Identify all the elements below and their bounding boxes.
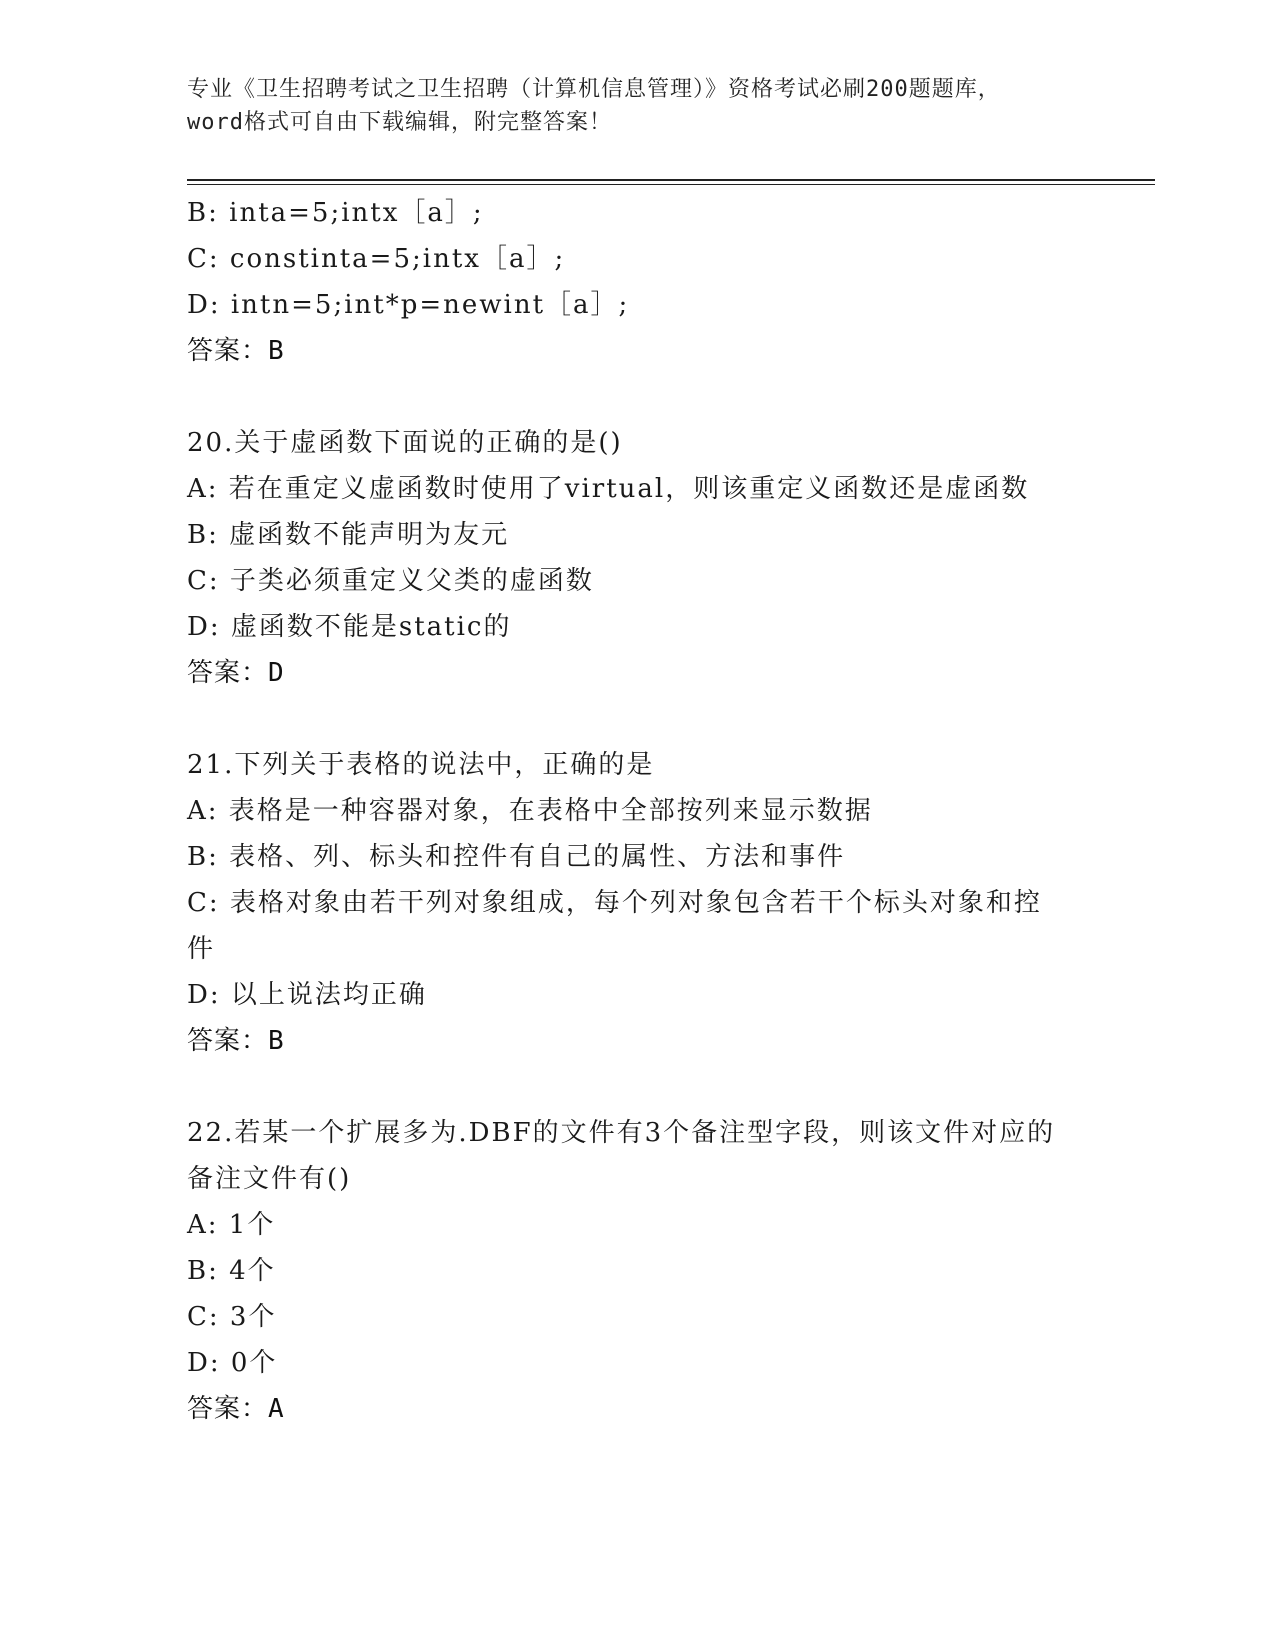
- question-22-stem: 22.若某一个扩展多为.DBF的文件有3个备注型字段，则该文件对应的: [187, 1118, 1056, 1148]
- question-20-option-c: C: 子类必须重定义父类的虚函数: [187, 566, 594, 596]
- document-header: [187, 73, 1087, 139]
- question-22-option-a: A: 1个: [187, 1210, 276, 1240]
- header-divider-thin: [187, 184, 1155, 185]
- header-title-line-1: 专业《卫生招聘考试之卫生招聘（计算机信息管理）》资格考试必刷200题题库，: [187, 77, 1001, 102]
- question-21-option-c-continued: 件: [187, 934, 216, 964]
- question-19-option-d: D: intn=5;int*p=newint［a］;: [187, 290, 630, 320]
- question-21-option-c: C: 表格对象由若干列对象组成，每个列对象包含若干个标头对象和控: [187, 888, 1042, 918]
- spacer: [187, 1064, 1087, 1110]
- question-20-option-b: B: 虚函数不能声明为友元: [187, 520, 510, 550]
- question-21-stem: 21.下列关于表格的说法中，正确的是: [187, 750, 655, 780]
- question-21-option-a: A: 表格是一种容器对象，在表格中全部按列来显示数据: [187, 796, 873, 826]
- question-22-option-d: D: 0个: [187, 1348, 278, 1378]
- question-21-option-b: B: 表格、列、标头和控件有自己的属性、方法和事件: [187, 842, 846, 872]
- question-21-option-d: D: 以上说法均正确: [187, 980, 427, 1010]
- question-19: [187, 190, 1087, 374]
- question-20-stem: 20.关于虚函数下面说的正确的是(): [187, 428, 623, 458]
- question-19-answer: 答案：B: [187, 336, 285, 366]
- question-21-answer: 答案：B: [187, 1026, 285, 1056]
- question-22-answer: 答案：A: [187, 1394, 285, 1424]
- question-20: [187, 420, 1087, 696]
- question-22-option-b: B: 4个: [187, 1256, 276, 1286]
- question-19-option-b: B: inta=5;intx［a］;: [187, 198, 484, 228]
- question-19-option-c: C: constinta=5;intx［a］;: [187, 244, 566, 274]
- question-20-option-d: D: 虚函数不能是static的: [187, 612, 512, 642]
- question-21: [187, 742, 1087, 1064]
- question-22-option-c: C: 3个: [187, 1302, 277, 1332]
- question-20-option-a: A: 若在重定义虚函数时使用了virtual，则该重定义函数还是虚函数: [187, 474, 1030, 504]
- header-divider-thick: [187, 179, 1155, 181]
- question-22-stem-continued: 备注文件有(): [187, 1164, 352, 1194]
- question-22: [187, 1110, 1087, 1432]
- spacer: [187, 696, 1087, 742]
- question-20-answer: 答案：D: [187, 658, 285, 688]
- question-list: [187, 190, 1087, 1432]
- header-title-line-2: word格式可自由下载编辑，附完整答案！: [187, 110, 612, 135]
- spacer: [187, 374, 1087, 420]
